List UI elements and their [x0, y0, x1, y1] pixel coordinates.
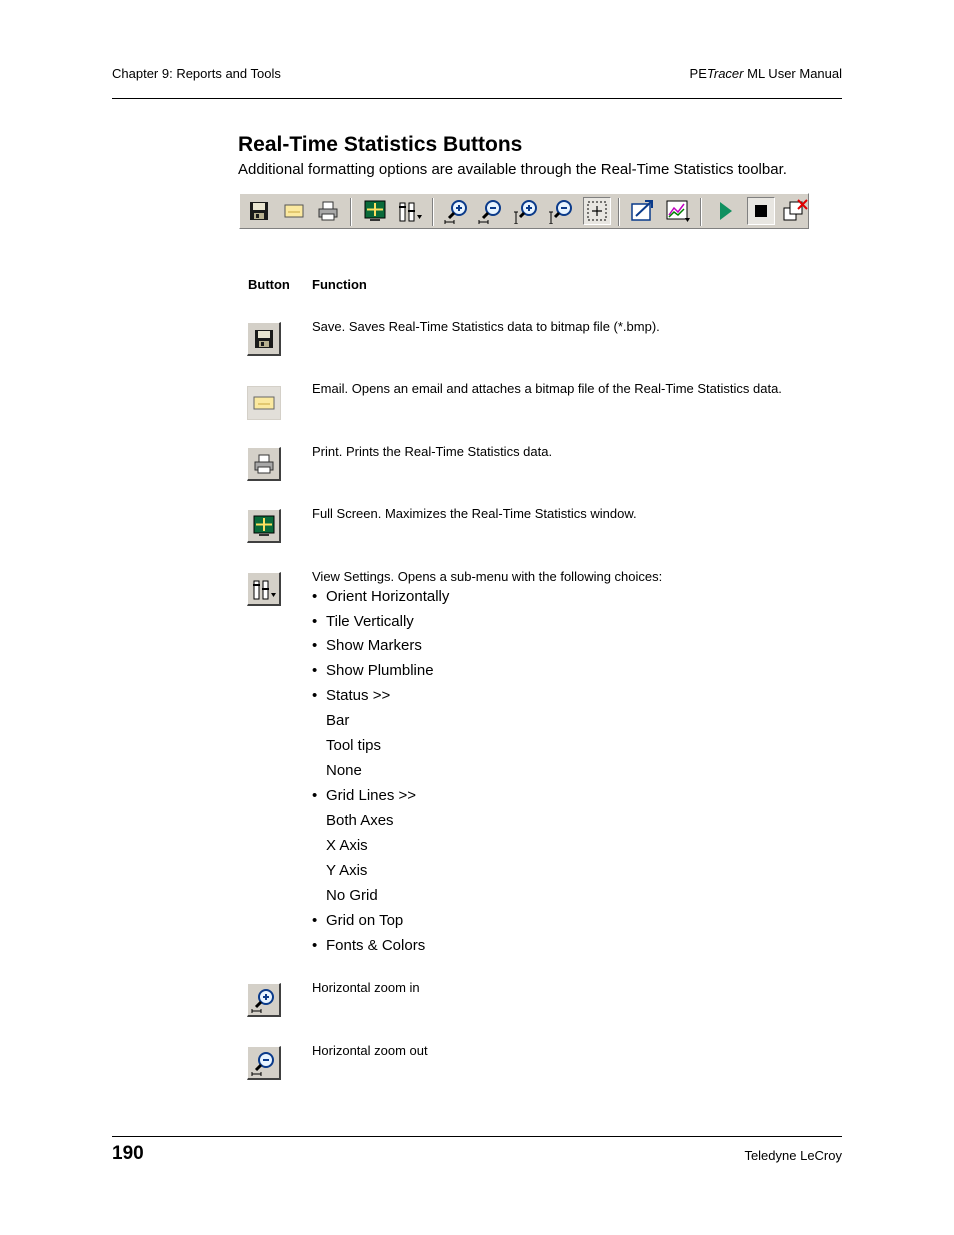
save-icon	[253, 328, 275, 350]
horizontal-zoom-out-icon[interactable]	[477, 197, 505, 225]
bullet: •	[312, 787, 318, 804]
option-item	[312, 662, 434, 679]
option-label: Show Plumbline	[326, 662, 434, 679]
stop-icon[interactable]	[747, 197, 775, 225]
option-label: No Grid	[326, 887, 378, 904]
function-description: View Settings. Opens a sub-menu with the following choices:	[312, 569, 663, 584]
full-screen-icon	[252, 514, 276, 538]
email-icon[interactable]	[280, 197, 308, 225]
view-settings-icon	[251, 577, 277, 601]
column-header-button: Button	[248, 277, 290, 292]
header-rule	[112, 98, 842, 99]
select-area-icon[interactable]	[583, 197, 611, 225]
horizontal-zoom-in-icon	[251, 987, 277, 1013]
sub-option-item	[326, 862, 367, 879]
save-button-image	[247, 322, 281, 356]
function-description: Full Screen. Maximizes the Real-Time Statistics window.	[312, 506, 637, 521]
option-label: X Axis	[326, 837, 368, 854]
horizontal-zoom-in-icon[interactable]	[443, 197, 471, 225]
vertical-zoom-in-icon[interactable]	[512, 197, 540, 225]
sub-option-item	[326, 887, 378, 904]
option-label: Grid Lines >>	[326, 787, 417, 804]
bullet: •	[312, 912, 318, 929]
email-button-image	[247, 386, 281, 420]
toolbar-separator	[350, 198, 352, 226]
bullet: •	[312, 613, 318, 630]
sub-option-item	[326, 737, 381, 754]
bullet: •	[312, 588, 318, 605]
function-description: Horizontal zoom in	[312, 980, 420, 995]
option-item	[312, 687, 390, 704]
option-label: Bar	[326, 712, 350, 729]
toolbar-separator	[432, 198, 434, 226]
chapter-header: Chapter 9: Reports and Tools	[112, 66, 281, 81]
footer-company: Teledyne LeCroy	[744, 1148, 842, 1163]
footer-rule	[112, 1136, 842, 1137]
chart-settings-icon[interactable]	[664, 197, 692, 225]
toolbar-separator	[700, 198, 702, 226]
function-description: Horizontal zoom out	[312, 1043, 428, 1058]
view-settings-button-image	[247, 572, 281, 606]
bullet: •	[312, 937, 318, 954]
function-description: Email. Opens an email and attaches a bitmap file of the Real-Time Statistics data.	[312, 381, 782, 396]
option-label: Fonts & Colors	[326, 937, 426, 954]
option-item	[312, 937, 425, 954]
vertical-zoom-out-icon[interactable]	[547, 197, 575, 225]
sub-option-item	[326, 837, 368, 854]
print-button-image	[247, 447, 281, 481]
print-icon	[253, 453, 275, 475]
option-item	[312, 613, 414, 630]
option-label: Y Axis	[326, 862, 368, 879]
option-label: Status >>	[326, 687, 391, 704]
bullet: •	[312, 662, 318, 679]
full-screen-icon[interactable]	[361, 197, 389, 225]
option-label: Tool tips	[326, 737, 382, 754]
option-label: Orient Horizontally	[326, 588, 450, 605]
manual-title-suffix: ML User Manual	[743, 66, 842, 81]
save-icon[interactable]	[245, 197, 273, 225]
sub-option-item	[326, 762, 362, 779]
option-item	[312, 588, 449, 605]
option-item	[312, 637, 422, 654]
view-settings-icon[interactable]	[396, 197, 424, 225]
email-icon	[252, 393, 276, 413]
bullet: •	[312, 637, 318, 654]
option-label: Tile Vertically	[326, 613, 414, 630]
manual-title-italic: Tracer	[706, 66, 744, 81]
horizontal-zoom-out-button-image	[247, 1046, 281, 1080]
toolbar-separator	[618, 198, 620, 226]
manual-title-header	[690, 66, 842, 81]
rts-toolbar	[239, 193, 809, 229]
column-header-function: Function	[312, 277, 367, 292]
close-window-icon[interactable]	[781, 197, 809, 225]
option-item	[312, 912, 403, 929]
option-label: None	[326, 762, 362, 779]
option-item	[312, 787, 416, 804]
full-screen-button-image	[247, 509, 281, 543]
section-title: Real-Time Statistics Buttons	[238, 133, 523, 156]
page-number: 190	[112, 1143, 144, 1164]
start-icon[interactable]	[711, 197, 739, 225]
bullet: •	[312, 687, 318, 704]
option-label: Grid on Top	[326, 912, 404, 929]
manual-title-prefix: PE	[689, 66, 707, 81]
restore-zoom-icon[interactable]	[629, 197, 657, 225]
sub-option-item	[326, 812, 394, 829]
section-intro: Additional formatting options are available through the Real-Time Statistics toolbar.	[238, 161, 787, 178]
print-icon[interactable]	[314, 197, 342, 225]
sub-option-item	[326, 712, 349, 729]
option-label: Show Markers	[326, 637, 422, 654]
horizontal-zoom-in-button-image	[247, 983, 281, 1017]
function-description: Save. Saves Real-Time Statistics data to bitmap file (*.bmp).	[312, 319, 660, 334]
horizontal-zoom-out-icon	[251, 1050, 277, 1076]
option-label: Both Axes	[326, 812, 394, 829]
function-description: Print. Prints the Real-Time Statistics data.	[312, 444, 553, 459]
